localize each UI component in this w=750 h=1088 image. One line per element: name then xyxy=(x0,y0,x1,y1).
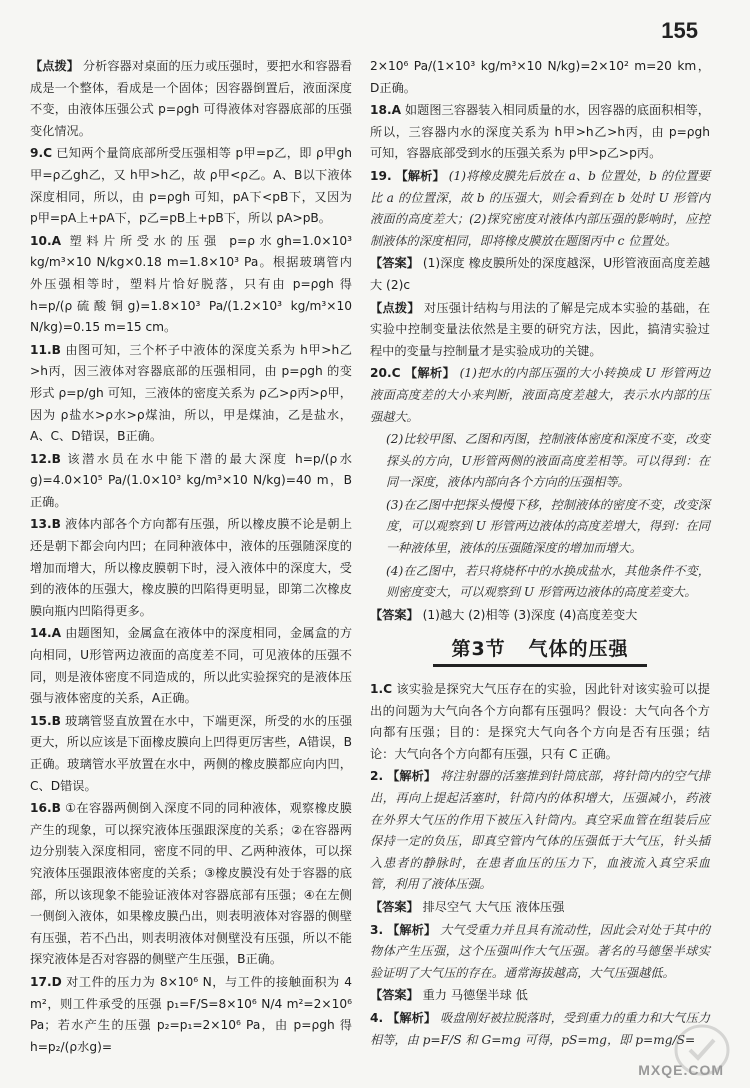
paragraph-text: 已知两个量筒底部所受压强相等 p甲=p乙，即 ρ甲gh甲=ρ乙gh乙，又 h甲>h乙，故 ρ甲<ρ乙。A、B以下液体深度相同，所以，由 p=ρgh 可知，pA下<pB下，又因为 p甲=pA上+pA下，p乙=pB上+pB下，所以 pA>pB。 xyxy=(30,146,353,226)
section-tag: 【解析】 xyxy=(387,769,437,784)
answer-paragraph xyxy=(30,711,352,797)
answer-paragraph xyxy=(370,679,710,765)
answer-paragraph xyxy=(30,340,352,448)
section-tag: 【答案】 xyxy=(370,607,419,622)
paragraph-text: 分析容器对桌面的压力或压强时，要把水和容器看成是一个整体，看成是一个固体；因容器倒置后，液面深度不变，由液体压强公式 p=ρgh 可得液体对容器底部的压强变化情况。 xyxy=(30,59,353,138)
paragraph-text: 对压强计结构与用法的了解是完成本实验的基础，在实验中控制变量法依然是主要的研究方法，因此，搞清实验过程中的变量与控制量才是实验成功的关键。 xyxy=(370,300,711,358)
watermark-text: MXQE.COM xyxy=(638,1062,724,1078)
paragraph-text: (1)将橡皮膜先后放在 a、b 位置处，b 的位置要比 a 的位置深，故 b 的压强大，则会看到在 b 处时 U 形管内液面的高度差大；(2)探究密度对液体内部压强的影响时，应控制液体的深度相同，即将橡皮膜放在题图丙中 c 位置处。 xyxy=(370,168,710,248)
answer-paragraph xyxy=(370,253,710,296)
question-number: 20.C xyxy=(370,366,401,381)
paragraph-text: 大气受重力并且具有流动性，因此会对处于其中的物体产生压强，这个压强叫作大气压强。著名的马德堡半球实验证明了大气压的存在。通常海拔越高，大气压强越低。 xyxy=(370,922,711,980)
section-label: 第3节 xyxy=(451,638,506,661)
paragraph-text: (1)把水的内部压强的大小转换成 U 形管两边液面高度差的大小来判断，液面高度差越大，表示水内部的压强越大。 xyxy=(370,366,711,424)
section-tag: 【解析】 xyxy=(395,168,445,183)
section-header xyxy=(370,636,710,667)
answer-paragraph xyxy=(370,920,710,985)
answer-paragraph xyxy=(370,56,710,99)
answer-paragraph xyxy=(30,798,352,971)
answer-paragraph xyxy=(370,605,710,627)
question-number: 3. xyxy=(370,922,384,937)
paragraph-text: 排尽空气 大气压 液体压强 xyxy=(422,899,565,914)
answer-paragraph xyxy=(30,623,352,709)
answer-paragraph xyxy=(370,363,710,428)
section-tag: 【点拨】 xyxy=(370,300,420,315)
page-number: 155 xyxy=(661,18,698,43)
paragraph-text: 玻璃管竖直放置在水中，下端更深，所受的水的压强更大，所以应该是下面橡皮膜向上凹得更厉害些，A错误，B正确。玻璃管水平放置在水中，两侧的橡皮膜都应向内凹，C、D错误。 xyxy=(30,713,353,793)
question-number: 18.A xyxy=(370,103,402,118)
right-column-bottom xyxy=(370,679,710,1051)
question-number: 13.B xyxy=(30,517,61,532)
question-number: 15.B xyxy=(30,713,61,728)
paragraph-text: 该潜水员在水中能下潜的最大深度 h=p/(ρ水g)=4.0×10⁵ Pa/(1.0×10³ kg/m³×10 N/kg)=40 m，B正确。 xyxy=(30,451,352,509)
section-tag: 【答案】 xyxy=(370,899,419,914)
section-tag: 【答案】 xyxy=(370,988,419,1003)
question-number: 17.D xyxy=(30,974,62,989)
answer-paragraph xyxy=(30,972,352,1058)
paragraph-text: 由题图知，金属盒在液体中的深度相同，金属盒的方向相同，U形管两边液面的高度差不同，可见液体的压强不同，则是液体密度不同造成的，所以此实验探究的是液体压强与液体密度的关系，A正确。 xyxy=(30,626,353,706)
paragraph-text: (1)深度 橡皮膜所处的深度越深，U形管液面高度差越大 (2)c xyxy=(370,256,711,292)
question-number: 1.C xyxy=(370,682,393,697)
answer-paragraph xyxy=(370,298,710,363)
question-number: 16.B xyxy=(30,801,61,816)
paragraph-text: (4)在乙图中，若只将烧杯中的水换成盐水，其他条件不变，则密度变大，可以观察到 U 形管两边液体的高度差变大。 xyxy=(386,563,710,600)
answer-paragraph xyxy=(370,100,710,165)
paragraph-text: 吸盘刚好被拉脱落时，受到重力的重力和大气压力相等，由 p=F/S 和 G=mg 可得，pS=mg，即 p=mg/S= xyxy=(370,1010,711,1047)
answer-paragraph xyxy=(30,56,352,142)
paragraph-text: 液体内部各个方向都有压强，所以橡皮膜不论是朝上还是朝下都会向内凹；在同种液体中，液体的压强随深度的增加而增大，所以橡皮膜朝下时，浸入液体中的深度大，受到的液体的压强大，橡皮膜的凹陷得更明显，即第二次橡皮膜向瓶内凹陷得更多。 xyxy=(30,517,353,618)
answer-paragraph xyxy=(370,561,710,604)
paragraph-text: ①在容器两侧倒入深度不同的同种液体，观察橡皮膜产生的现象，可以探究液体压强跟深度的关系；②在容器两边分别装入深度相同，密度不同的甲、乙两种液体，可以探究液体压强跟液体密度的关系；③橡皮膜没有处于容器的底部，所以该现象不能验证液体对容器底部有压强；④在左侧一侧倒入液体，如果橡皮膜凸出，则表明液体对容器的侧壁有压强，若不凸出，则表明液体对侧壁没有压强，所以不能探究液体是否对容器的侧壁产生压强，B正确。 xyxy=(30,801,352,967)
left-column xyxy=(30,56,352,1059)
question-number: 11.B xyxy=(30,342,61,357)
paragraph-text: (3)在乙图中把探头慢慢下移，控制液体的密度不变，改变深度，可以观察到 U 形管两边液体的高度差增大，得到：在同一种液体里，液体的压强随深度的增加而增大。 xyxy=(386,497,710,556)
question-number: 4. xyxy=(370,1010,384,1025)
answer-paragraph xyxy=(370,766,710,896)
question-number: 10.A xyxy=(30,233,62,248)
paragraph-text: (1)越大 (2)相等 (3)深度 (4)高度差变大 xyxy=(422,607,638,622)
section-title xyxy=(433,636,646,667)
paragraph-text: 将注射器的活塞推到针筒底部，将针筒内的空气排出，再向上提起活塞时，针筒内的体积增大，压强减小，药液在外界大气压的作用下被压入针筒内。真空采血管在组装后应保持一定的负压，即真空管内气体的压强低于大气压，针头插入患者的静脉时，在患者血压的压力下，血液流入真空采血管，利用了液体压强。 xyxy=(370,769,711,892)
question-number: 9.C xyxy=(30,146,53,161)
question-number: 14.A xyxy=(30,626,62,641)
question-number: 2. xyxy=(370,769,384,784)
question-number: 12.B xyxy=(30,451,61,466)
section-tag: 【解析】 xyxy=(387,1010,437,1025)
section-name: 气体的压强 xyxy=(528,638,629,661)
paragraph-text: 塑料片所受水的压强 p=ρ水gh=1.0×10³ kg/m³×10 N/kg×0.18 m=1.8×10³ Pa。根据玻璃管内外压强相等时，塑料片恰好脱落，只有由 p=ρgh 得 h=p/(ρ硫酸铜g)=1.8×10³ Pa/(1.2×10³ kg/m³×10 N/kg)=0.15 m=15 cm。 xyxy=(30,233,353,335)
paragraph-text: 对工件的压力为 8×10⁶ N，与工件的接触面积为 4 m²，则工件承受的压强 p₁=F/S=8×10⁶ N/4 m²=2×10⁶ Pa；若水产生的压强 p₂=p₁=2×10⁶ Pa，由 p=ρgh 得 h=p₂/(ρ水g)= xyxy=(30,974,352,1054)
paragraph-text: 重力 马德堡半球 低 xyxy=(422,988,528,1003)
paragraph-text: 由图可知，三个杯子中液体的深度关系为 h甲>h乙>h丙，因三液体对容器底部的压强相同，由 p=ρgh 的变形式 ρ=p/gh 可知，三液体的密度关系为 ρ乙>ρ丙>ρ甲，因为 ρ盐水>ρ水>ρ煤油，所以，甲是煤油，乙是盐水，A、C、D错误，B正确。 xyxy=(30,342,352,444)
paragraph-text: 该实验是探究大气压存在的实验，因此针对该实验可以提出的问题为大气向各个方向都有压强吗？假设：大气向各个方向都有压强；目的：是探究大气向各个方向是否有压强；结论：大气向各个方向都有压强，只有 C 正确。 xyxy=(370,682,710,761)
section-tag: 【答案】 xyxy=(370,256,419,271)
section-tag: 【解析】 xyxy=(404,366,456,381)
paragraph-text: 如题图三容器装入相同质量的水，因容器的底面积相等，所以，三容器内水的深度关系为 h甲>h乙>h丙，由 p=ρgh 可知，容器底部受到水的压强关系为 p甲>p乙>p丙。 xyxy=(370,103,710,161)
right-column-top xyxy=(370,56,710,626)
section-tag: 【解析】 xyxy=(387,922,437,937)
answer-paragraph xyxy=(30,143,352,229)
answer-paragraph xyxy=(370,897,710,919)
right-column xyxy=(370,56,710,1052)
answer-paragraph xyxy=(370,166,710,252)
answer-paragraph xyxy=(370,429,710,494)
question-number: 19. xyxy=(370,168,392,183)
answer-paragraph xyxy=(30,231,352,339)
answer-paragraph xyxy=(370,495,710,560)
paragraph-text: (2)比较甲图、乙图和丙图，控制液体密度和深度不变，改变探头的方向，U形管两侧的液面高度差相等。可以得到：在同一深度，液体内部向各个方向的压强相等。 xyxy=(386,432,710,490)
answer-paragraph xyxy=(30,514,352,622)
paragraph-text: 2×10⁶ Pa/(1×10³ kg/m³×10 N/kg)=2×10² m=20 km，D正确。 xyxy=(370,59,710,95)
answer-paragraph xyxy=(370,985,710,1007)
section-tag: 【点拨】 xyxy=(30,59,79,73)
answer-paragraph xyxy=(30,449,352,514)
